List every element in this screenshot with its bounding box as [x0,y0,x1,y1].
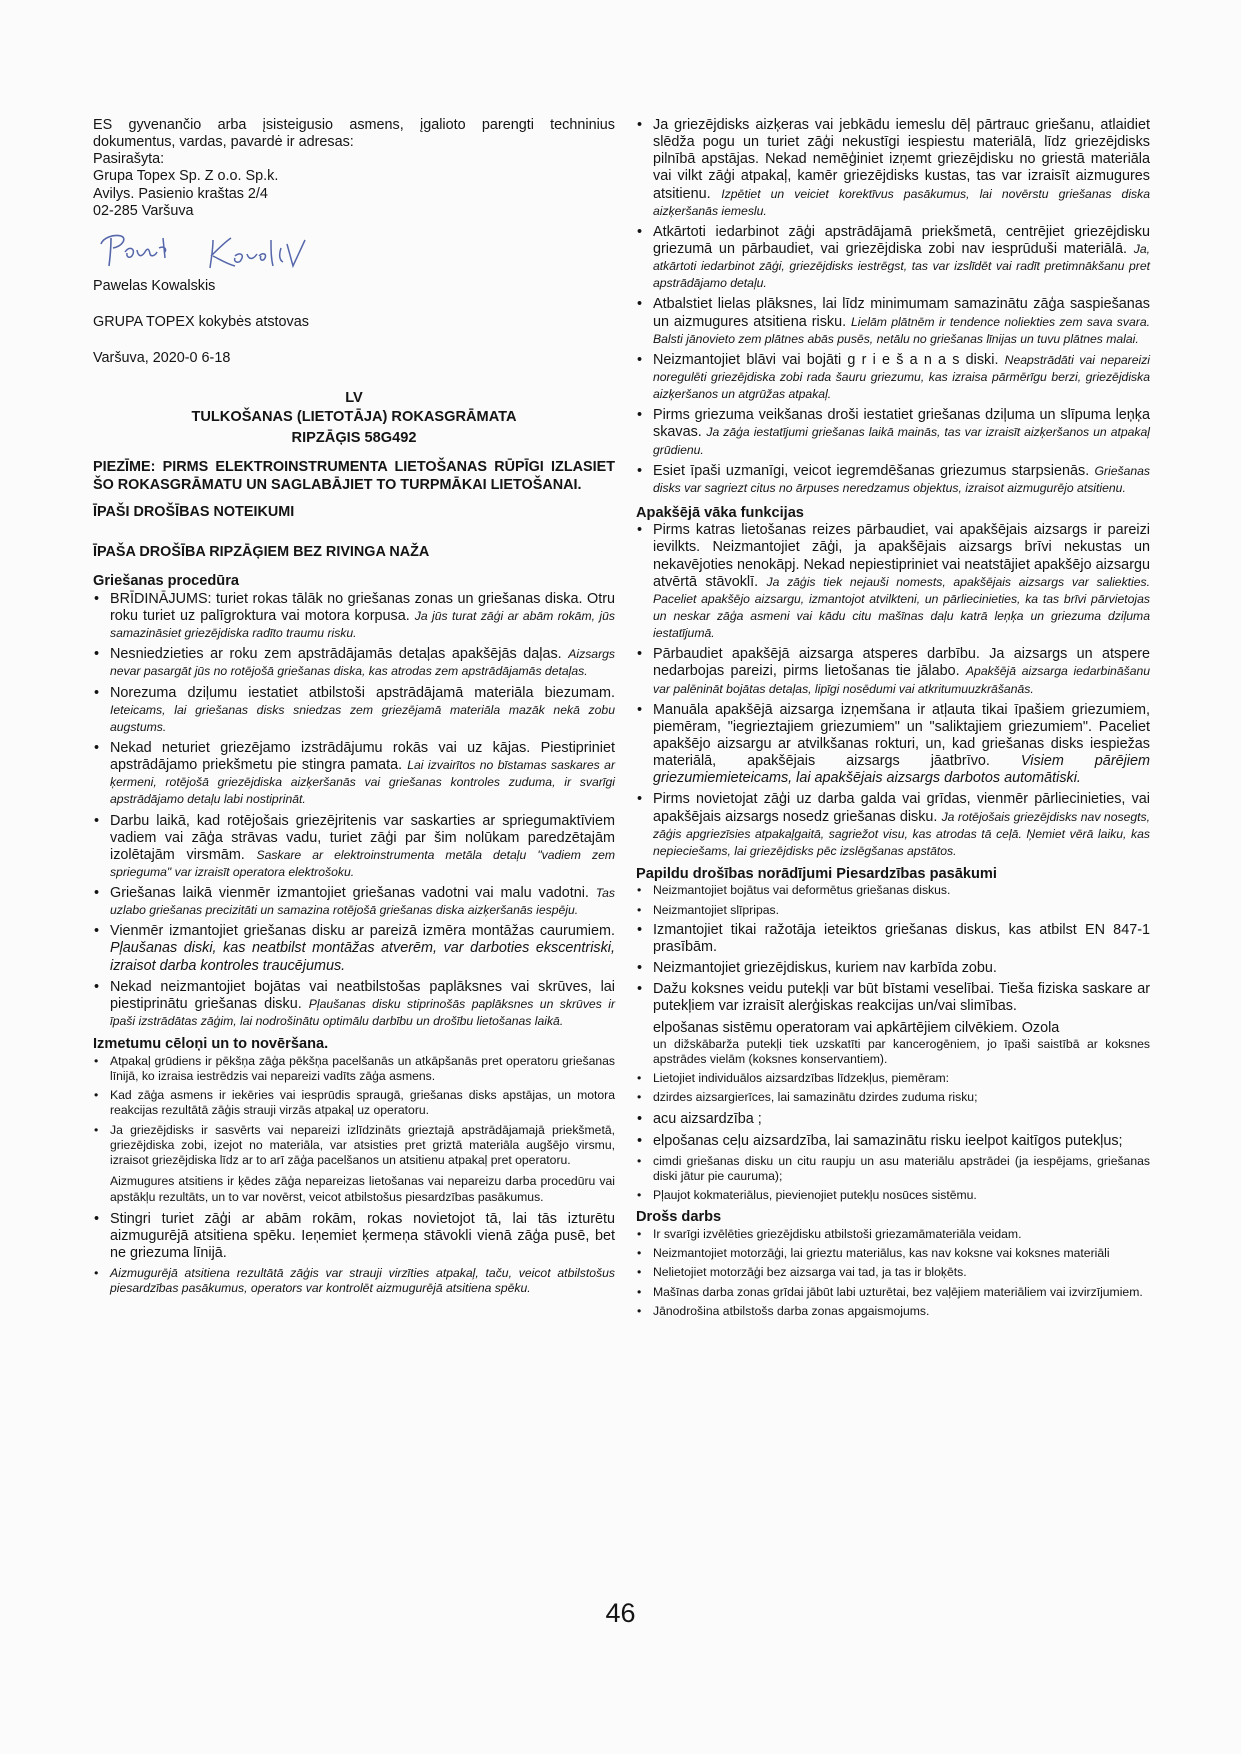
extra-paragraph-small: un dižskābarža putekļi tiek uzskatīti par kancerogēniem, jo īpaši saistībā ar koksnes apstrādes vielām (koksnes konservantiem). [653,1036,1150,1066]
ppe-list [636,1071,1150,1203]
list-item: • Stingri turiet zāģi ar abām rokām, rokas novietojot tā, lai tās izturētu aizmugurējā atsitiena spēku. Ieņemiet ķermeņa stāvokli vienā zāģa pusē, bet ne griezuma līnijā. [93,1211,615,1262]
list-item: • cimdi griešanas disku un citu raupju un asu materiālu apstrādei (ja iespējams, griešanas diski jātur pie cauruma); [636,1154,1150,1185]
handwritten-signature [93,226,333,274]
product-name: RIPZĀĢIS [291,430,361,447]
cutting-heading: Griešanas procedūra [93,573,240,590]
list-item: • Lietojiet individuālos aizsardzības līdzekļus, piemēram: [636,1071,1150,1086]
list-item: • Jānodrošina atbilstošs darba zonas apgaismojums. [636,1304,1150,1319]
cutting-list [93,591,615,1030]
list-item: • elpošanas ceļu aizsardzība, lai samazinātu risku ieelpot kaitīgos putekļus; [636,1132,1150,1150]
intro-line: 02-285 Varšuva [93,202,194,219]
language-code: LV [345,390,363,407]
list-item: • Dažu koksnes veidu putekļi var būt bīstami veselībai. Tieša fiziska saskare ar putekļiem var izraisīt alerģiskas reakcijas un/vai slimības. [636,981,1150,1015]
intro-line: ES gyvenančio arba įsisteigusio asmens, įgalioto parengti techninius dokumentus, vardas, pavardė ir adresas: [93,117,615,151]
hold-list [93,1211,615,1297]
list-item: • Neizmantojiet motorzāģi, lai grieztu materiālus, kas nav koksne vai koksnes materiāli [636,1246,1150,1261]
list-item: • Griešanas laikā vienmēr izmantojiet griešanas vadotni vai malu vadotni. Tas uzlabo griešanas precizitāti un samazina rotējošā griešanas diska aizķeršanās iespēju. [93,885,615,919]
manual-title: TULKOŠANAS (LIETOTĀJA) ROKASGRĀMATA [191,409,517,426]
list-item: • Atbalstiet lielas plāksnes, lai līdz minimumam samazinātu zāģa saspiešanas un aizmugures atsitiena risku. Lielām plātnēm ir tendence noliekties zem sava svara. Balsti jānovieto zem plātnes abās pusēs, netālu no griešanas līnijas un tuvu plātnes malai. [636,296,1150,347]
list-item: • Atpakaļ grūdiens ir pēkšņa zāģa pēkšņa pacelšanās un atkāpšanās pret operatoru griešanas līnijā, ko izraisa iestrēdzis vai nepareizi vadīts zāģa asmens. [93,1054,615,1085]
guard-list [636,522,1150,860]
intro-line: Pasirašyta: [93,151,165,168]
guard-heading: Apakšējā vāka funkcijas [636,504,804,521]
special-safety-heading: ĪPAŠA DROŠĪBA RIPZĀĢIEM BEZ RIVINGA NAŽA [93,544,430,561]
kickback-prevention-list [636,117,1150,497]
list-item: • Pirms griezuma veikšanas droši iestatiet griešanas dziļuma un slīpuma leņķa skavas. Ja zāģa iestatījumi griešanas laikā mainās, tas var izraisīt aizķeršanos un atpakaļ grūdienu. [636,407,1150,458]
list-item: • Pirms katras lietošanas reizes pārbaudiet, vai apakšējais aizsargs ir pareizi ievilkts. Neizmantojiet zāģi, ja apakšējais aizsargs brīvi nekustas un nekavējoties nenokāpj. Nekad nepiestipriniet vai neatstājiet apakšējo aizsargu atvērtā stāvoklī. Ja zāģis tiek nejauši nomests, apakšējais aizsargs var saliekties. Paceliet apakšējo aizsargu, izmantojot atvilkteni, un pārliecinieties, ka tas brīvi pārvietojas un neskar zāģa asmeni vai kādu citu mašīnas daļu katrā leņķa un griezuma dziļuma iestatījumā. [636,522,1150,642]
list-item: • BRĪDINĀJUMS: turiet rokas tālāk no griešanas zonas un griešanas diska. Otru roku turiet uz palīgroktura vai motora korpusa. Ja jūs turat zāģi ar abām rokām, jūs samazināsiet griezējdiska radīto traumu risku. [93,591,615,642]
list-item: • Ja griezējdisks ir sasvērts vai nepareizi izlīdzināts grieztajā apstrādājamajā priekšmetā, griezējdiska zobi, izejot no materiāla, var atsisties pret griztā materiāla augšējo virsmu, izraisot griezējdiska līdz ar to arī zāģa pacelšanos un atsitienu atpakaļ pret operatoru. [93,1123,615,1169]
intro-line: Avilys. Pasienio kraštas 2/4 [93,185,268,202]
product-title [93,429,615,448]
list-item: • Pirms novietojat zāģi uz darba galda vai grīdas, vienmēr pārliecinieties, vai apakšējais aizsargs nosedz griešanas disku. Ja rotējošais griezējdisks nav nosegts, zāģis apgriezīsies atpakaļgaitā, sagriežot visu, kas atrodas tā ceļā. Ņemiet vērā laiku, kas nepieciešams, lai griezējdisks pēc izslēgšanas apstātos. [636,791,1150,860]
list-item: • Darbu laikā, kad rotējošais griezējritenis var saskarties ar spriegumaktīviem vadiem vai zāģa strāvas vadu, turiet zāģi par šim nolūkam paredzētajām izolētajām virsmām. Saskare ar elektroinstrumenta metāla detaļu "vadiem zem sprieguma" var izraisīt operatora elektrošoku. [93,813,615,882]
list-item: • acu aizsardzība ; [636,1110,1150,1128]
list-item: • Ja griezējdisks aizķeras vai jebkādu iemeslu dēļ pārtrauc griešanu, atlaidiet slēdža pogu un turiet zāģi nekustīgi iespiestu materiālā, līdz griezējdisks pilnībā apstājas. Nekad nemēģiniet izņemt griezējdisku no griestā materiāla vai vilkt zāģi atpakaļ, kamēr griezējdisks kustas, tas var izraisīt aizmugures atsitienu. Izpētiet un veiciet korektīvus pasākumus, lai novērstu griešanas diska aizķeršanās iemeslu. [636,117,1150,220]
date: Varšuva, 2020-0 6-18 [93,350,231,367]
extra-paragraph: elpošanas sistēmu operatoram vai apkārtējiem cilvēkiem. Ozola [653,1019,1060,1036]
list-item: • Nelietojiet motorzāģi bez aizsarga vai tad, ja tas ir bloķēts. [636,1265,1150,1280]
page-number: 46 [605,1598,636,1628]
list-item: • Neizmantojiet bojātus vai deformētus griešanas diskus. [636,883,1150,898]
signer-name: Pawelas Kowalskis [93,277,216,294]
work-list [636,1227,1150,1319]
work-heading: Drošs darbs [636,1209,722,1226]
list-item: • Nekad neizmantojiet bojātas vai neatbilstošas paplāksnes vai skrūves, lai piestiprinātu griešanas disku. Pļaušanas disku stiprinošās paplāksnes un skrūves ir īpaši izstrādātas zāģim, lai nodrošinātu optimālu darbību un drošību lietošanas laikā. [93,979,615,1030]
note: PIEZĪME: PIRMS ELEKTROINSTRUMENTA LIETOŠANAS RŪPĪGI IZLASIET ŠO ROKASGRĀMATU UN SAGLABĀJIET TO TURPMĀKAI LIETOŠANAI. [93,459,615,494]
list-item: • Mašīnas darba zonas grīdai jābūt labi uzturētai, bez vaļējiem materiāliem vai izvirzījumiem. [636,1285,1150,1300]
signer-role: GRUPA TOPEX kokybės atstovas [93,313,309,330]
list-item: • Ir svarīgi izvēlēties griezējdisku atbilstoši griezamāmateriāla veidam. [636,1227,1150,1242]
list-item: • Kad zāģa asmens ir iekēries vai iesprūdis spraugā, griešanas disks apstājas, un motora reakcijas rezultātā zāģis strauji virzās atpakaļ uz operatoru. [93,1088,615,1119]
extra-list [636,883,1150,1015]
list-item: • Nekad neturiet griezējamo izstrādājumu rokās vai uz kājas. Piestipriniet apstrādājamo priekšmetu pie stingra pamata. Lai izvairītos no bīstamas saskares ar ķermeni, rotējošā griezējdiska aizķeršanās vai griešanas kontroles zuduma, ir svarīgi apstrādājamo detaļu labi nostiprināt. [93,740,615,809]
list-item: • Neizmantojiet blāvi vai bojāti g r i e š a n a s diski. Neapstrādāti vai nepareizi noregulēti griezējdiska zobi rada šauru griezumu, kas izraisa pārmērīgu berzi, griezējdiska aizķeršanos un atgrūžas atpakaļ. [636,352,1150,403]
kickback-paragraph: Aizmugures atsitiens ir ķēdes zāģa nepareizas lietošanas vai nepareizu darba procedūru vai apstākļu rezultāts, un to var novērst, veicot atbilstošus piesardzības pasākumus. [110,1174,615,1204]
list-item: • dzirdes aizsargierīces, lai samazinātu dzirdes zuduma risku; [636,1090,1150,1105]
right-column [636,117,1150,1323]
left-column [93,117,615,1301]
list-item: • Neizmantojiet griezējdiskus, kuriem nav karbīda zobu. [636,960,1150,977]
list-item: • Pārbaudiet apakšējā aizsarga atsperes darbību. Ja aizsargs un atspere nedarbojas pareizi, pirms lietošanas tie jālabo. Apakšējā aizsarga iedarbināšanu var palēnināt bojātas detaļas, lipīgi nosēdumi vai atkritumuuzkrāšanās. [636,646,1150,697]
signature [93,226,615,274]
list-item: • Esiet īpaši uzmanīgi, veicot iegremdēšanas griezumus starpsienās. Griešanas disks var sagriezt citus no ārpuses neredzamus objektus, izraisot aizmugurējo atsitienu. [636,463,1150,497]
list-item: • Norezuma dziļumu iestatiet atbilstoši apstrādājamā materiāla biezumam. Ieteicams, lai griešanas disks sniedzas zem griezējamā materiāla mazāk nekā zobu augstums. [93,685,615,736]
kickback-heading: Izmetumu cēloņi un to novēršana. [93,1036,329,1053]
list-item: • Neizmantojiet slīpripas. [636,903,1150,918]
kickback-list [93,1054,615,1169]
list-item: • Aizmugurējā atsitiena rezultātā zāģis var strauji virzīties atpakaļ, taču, veicot atbilstošus piesardzības pasākumus, operators var kontrolēt aizmugurējā atsitiena spēku. [93,1266,615,1297]
list-item: • Vienmēr izmantojiet griešanas disku ar pareizā izmēra montāžas caurumiem. Pļaušanas diski, kas neatbilst montāžas atverēm, var darboties ekscentriski, izraisot darba kontroles traucējumus. [93,923,615,974]
intro-line: Grupa Topex Sp. Z o.o. Sp.k. [93,168,279,185]
list-item: • Pļaujot kokmateriālus, pievienojiet putekļu nosūces sistēmu. [636,1188,1150,1203]
list-item: • Manuāla apakšējā aizsarga izņemšana ir atļauta tikai īpašiem griezumiem, piemēram, "iegrieztajiem griezumiem" un "saliktajiem griezumiem". Paceliet apakšējo aizsargu ar atvilkšanas rokturi, un, kad griešanas disks iespiežas materiālā, apakšējais aizsargs jāatbrīvo. Visiem pārējiem griezumiemieteicams, lai apakšējais aizsargs darbotos automātiski. [636,702,1150,788]
product-model: 58G492 [364,430,417,447]
list-item: • Izmantojiet tikai ražotāja ieteiktos griešanas diskus, kas atbilst EN 847-1 prasībām. [636,922,1150,956]
special-rules-heading: ĪPAŠI DROŠĪBAS NOTEIKUMI [93,504,295,521]
extra-heading: Papildu drošības norādījumi Piesardzības pasākumi [636,865,997,882]
list-item: • Atkārtoti iedarbinot zāģi apstrādājamā priekšmetā, centrējiet griezējdisku griezumā un pārbaudiet, vai griezējdiska zobi nav iesprūduši materiālā. Ja, atkārtoti iedarbinot zāģi, griezējdisks iestrēgst, tas var izslīdēt vai radīt pretimnākšanu pret apstrādājamo detaļu. [636,224,1150,293]
list-item: • Nesniedzieties ar roku zem apstrādājamās detaļas apakšējās daļas. Aizsargs nevar pasargāt jūs no rotējošā griešanas diska, kas atrodas zem apstrādājamās detaļas. [93,646,615,680]
